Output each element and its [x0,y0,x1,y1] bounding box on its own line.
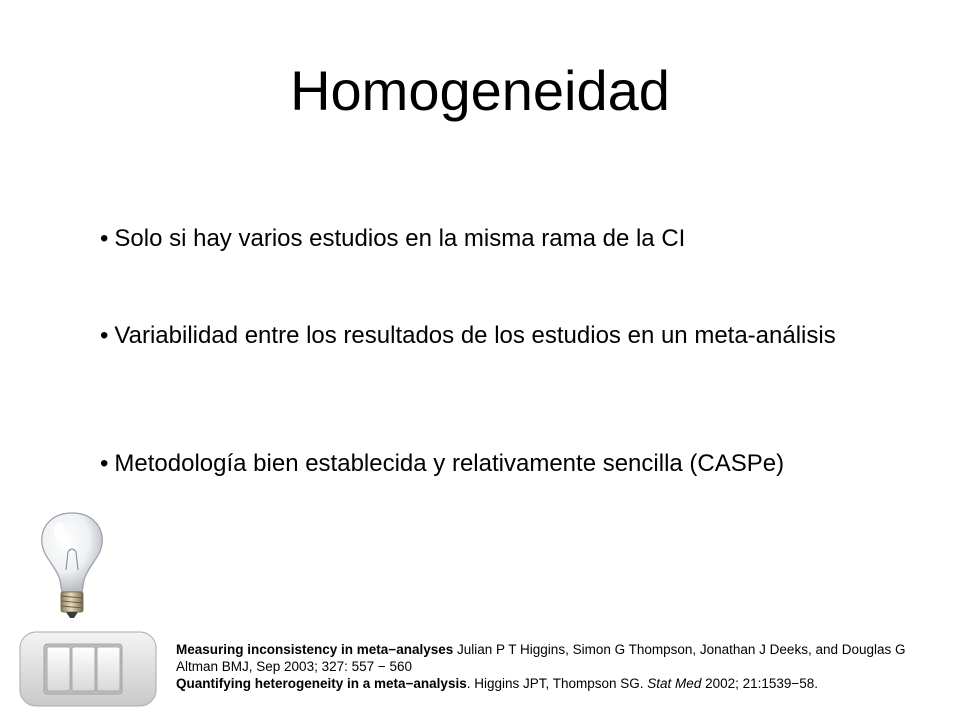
reference-2-journal: Stat Med [647,676,702,691]
reference-2-authors: . Higgins JPT, Thompson SG. [466,676,648,691]
reference-1-title: Measuring inconsistency in meta−analyses [176,642,454,657]
reference-1 [176,641,946,675]
references [176,641,946,692]
bullet-item [100,322,840,350]
bullet-marker: • [100,225,109,252]
bullet-item [100,225,840,253]
light-switch-icon [18,628,158,710]
bullet-text: Solo si hay varios estudios en la misma rama de la CI [114,225,686,252]
bullet-item [100,450,840,478]
lightbulb-icon [36,510,108,620]
bullet-marker: • [100,450,109,477]
reference-2 [176,675,946,692]
bullet-text: Metodología bien establecida y relativamente sencilla (CASPe) [114,450,785,477]
slide-title: Homogeneidad [290,59,670,122]
bullet-text: Variabilidad entre los resultados de los estudios en un meta-análisis [114,322,836,349]
reference-2-title: Quantifying heterogeneity in a meta−analysis [176,676,467,691]
reference-1-details: Julian P T Higgins, Simon G Thompson, Jonathan J Deeks, and Douglas G Altman BMJ, Sep 2003; 327: 557 − 560 [176,642,906,674]
reference-2-details: 2002; 21:1539−58. [701,676,819,691]
bullet-marker: • [100,322,109,349]
